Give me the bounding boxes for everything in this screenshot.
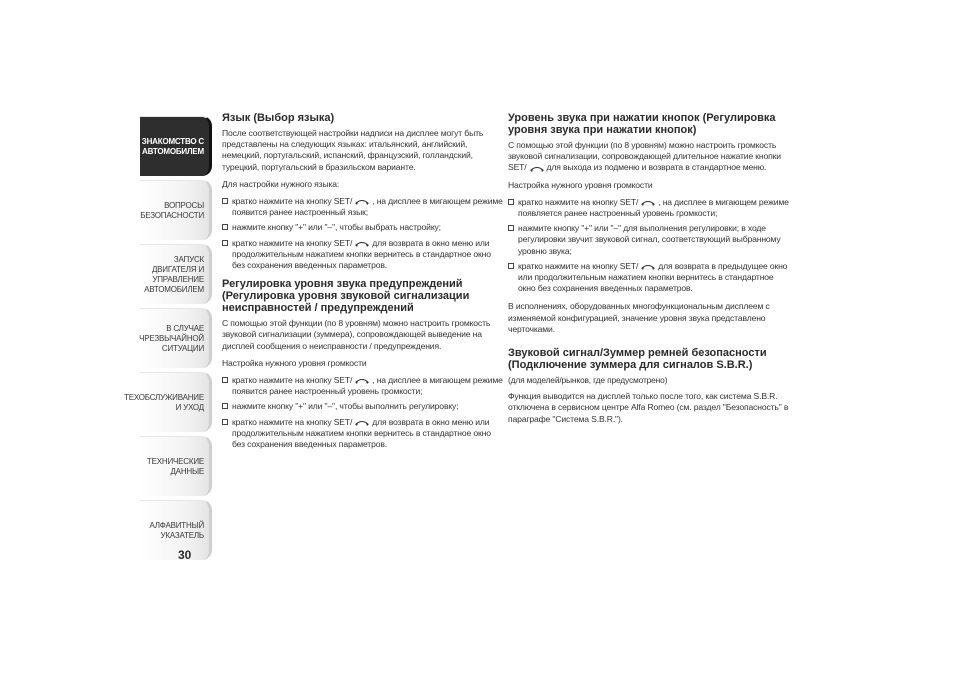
return-arrow-icon [640, 199, 656, 206]
tab-label: ТЕХНИЧЕСКИЕ ДАННЫЕ [146, 456, 204, 476]
tab-label: ВОПРОСЫ БЕЗОПАСНОСТИ [140, 200, 204, 220]
tab-label: ТЕХОБСЛУЖИВАНИЕ И УХОД [124, 392, 204, 412]
right-column [508, 112, 790, 431]
return-arrow-icon [529, 165, 545, 172]
paragraph: С помощью этой функции (по 8 уровням) можно настроить громкость звуковой сигнализации, сопровождающей длительное нажатие кнопки SET/ для выхода из подменю и возврата в стандартное меню. [508, 140, 781, 173]
tab-label: АЛФАВИТНЫЙ УКАЗАТЕЛЬ [149, 520, 204, 540]
tab-safety[interactable] [140, 180, 212, 240]
return-arrow-icon [354, 240, 370, 247]
list-item: кратко нажмите на кнопку SET/ для возврата в окно меню или продолжительным нажатием кнопки вернитесь в стандартное окно без сохранения введенных параметров. [222, 417, 504, 451]
section-title-seatbelt-buzzer: Звуковой сигнал/Зуммер ремней безопасности (Подключение зуммера для сигналов S.B.R.) [508, 347, 767, 372]
section-title-button-volume: Уровень звука при нажатии кнопок (Регулировка уровня звука при нажатии кнопок) [508, 112, 776, 136]
steps-list [222, 375, 504, 450]
list-item: кратко нажмите на кнопку SET/ для возврата в окно меню или продолжительным нажатием кнопки вернитесь в стандартное окно без сохранения введенных параметров. [222, 238, 504, 272]
paragraph: С помощью этой функции (по 8 уровням) можно настроить громкость звуковой сигнализации (зуммера), сопровождающей выведение на дисплей сообщения о неисправности / предупреждения. [222, 318, 491, 351]
return-arrow-icon [354, 419, 370, 426]
tab-emergency[interactable] [140, 308, 212, 368]
list-item: кратко нажмите на кнопку SET/ , на дисплее в мигающем режиме появляется ранее настроенный уровень громкости; [508, 197, 790, 219]
steps-list [508, 197, 790, 295]
tab-label: В СЛУЧАЕ ЧРЕЗВЫЧАЙНОЙ СИТУАЦИИ [139, 323, 204, 353]
list-item: нажмите кнопку "+" или "–", чтобы выбрать настройку; [222, 222, 504, 233]
tab-index[interactable] [140, 500, 212, 560]
return-arrow-icon [354, 198, 370, 205]
section-title-language: Язык (Выбор языка) [222, 112, 335, 124]
paragraph: Для настройки нужного языка: [222, 178, 340, 189]
tab-maintenance[interactable] [124, 372, 212, 432]
list-item: нажмите кнопку "+" или "–" для выполнения регулировки; в ходе регулировки звучит звуковой сигнал, соответствующий выбранному уровню звука; [508, 223, 790, 257]
left-column [222, 112, 504, 457]
list-item: кратко нажмите на кнопку SET/ для возврата в предыдущее окно или продолжительным нажатием кнопки вернитесь в стандартное окно без сохранения введенных параметров. [508, 261, 790, 295]
steps-list [222, 196, 504, 271]
tab-engine-start[interactable] [140, 244, 212, 304]
tab-label: ЗАПУСК ДВИГАТЕЛЯ И УПРАВЛЕНИЕ АВТОМОБИЛЕМ [144, 254, 204, 294]
paragraph: Настройка нужного уровня громкости [222, 357, 367, 368]
list-item: нажмите кнопку "+" или "–", чтобы выполнить регулировку; [222, 401, 504, 412]
paragraph: После соответствующей настройки надписи на дисплее могут быть представлены на следующих языках: итальянский, английский, немецкий, португальский, испанский, французский, голландский, турецкий, португальский в бразильском варианте. [222, 128, 484, 172]
section-title-warning-volume: Регулировка уровня звука предупреждений (Регулировка уровня звуковой сигнализации неисправностей / предупреждений [222, 278, 470, 315]
list-item: кратко нажмите на кнопку SET/ , на дисплее в мигающем режиме появится ранее настроенный уровень громкости; [222, 375, 504, 397]
tab-tech-data[interactable] [140, 436, 212, 496]
chapter-tabs [124, 116, 212, 564]
paragraph: Функция выводится на дисплей только после того, как система S.B.R. отключена в сервисном центре Alfa Romeo (см. раздел "Безопасность" в параграфе "Система S.B.R."). [508, 391, 789, 424]
tab-label: ЗНАКОМСТВО С АВТОМОБИЛЕМ [141, 136, 204, 156]
list-item: кратко нажмите на кнопку SET/ , на дисплее в мигающем режиме появится ранее настроенный язык; [222, 196, 504, 218]
availability-note: (для моделей/рынков, где предусмотрено) [508, 375, 668, 386]
page-number: 30 [178, 548, 192, 562]
return-arrow-icon [640, 263, 656, 270]
paragraph: Настройка нужного уровня громкости [508, 179, 653, 190]
paragraph: В исполнениях, оборудованных многофункциональным дисплеем с изменяемой конфигурацией, значение уровня звука представлено черточками. [508, 301, 770, 334]
return-arrow-icon [354, 377, 370, 384]
tab-vehicle-intro[interactable] [140, 116, 212, 176]
